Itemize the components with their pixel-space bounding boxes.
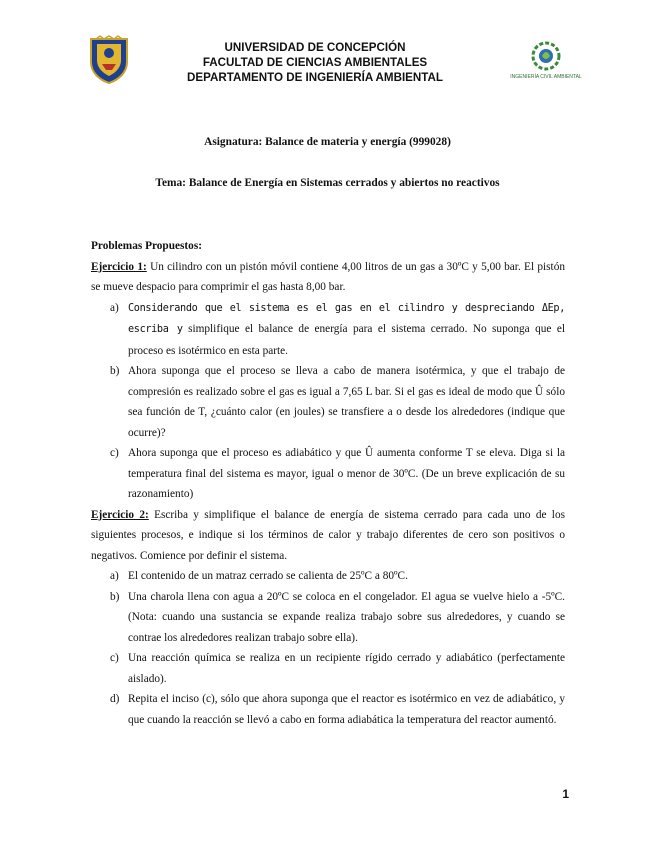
list-item	[91, 689, 565, 730]
exercise-1-label: Ejercicio 1:	[91, 260, 147, 273]
item-mark: c)	[110, 447, 119, 459]
header-university: UNIVERSIDAD DE CONCEPCIÓN	[224, 41, 406, 54]
exercise-2-intro	[91, 505, 565, 567]
exercise-2-label: Ejercicio 2:	[91, 508, 149, 521]
section-title: Problemas Propuestos:	[91, 240, 202, 252]
item-text: Repita el inciso (c), sólo que ahora suponga que el reactor es isotérmico en vez de adiabático, y que cuando la reacción se llevó a cabo en forma adiabática la temperatura del reactor aumentó.	[128, 693, 565, 726]
item-mark: a)	[110, 301, 119, 314]
header-department: DEPARTAMENTO DE INGENIERÍA AMBIENTAL	[187, 71, 443, 84]
item-mark: c)	[110, 652, 119, 664]
item-text: Ahora suponga que el proceso es adiabático y que Û aumenta conforme T se eleva. Diga si la temperatura final del sistema es mayor, igual o menor de 30ºC. (De un breve explicación de su razonamiento)	[128, 447, 565, 500]
university-crest-logo	[88, 36, 130, 84]
exercise-1-text: Un cilindro con un pistón móvil contiene 4,00 litros de un gas a 30ºC y 5,00 bar. El pistón se mueve despacio para comprimir el gas hasta 8,00 bar.	[91, 260, 565, 293]
item-mark: b)	[110, 365, 120, 377]
list-item	[91, 361, 565, 443]
exercise-2-items	[91, 566, 565, 730]
exercise-1-items	[91, 298, 565, 505]
ingenieria-ambiental-logo	[510, 38, 582, 88]
logo-caption: INGENIERÍA CIVIL AMBIENTAL	[510, 74, 582, 80]
institution-header	[150, 40, 480, 85]
topic-line: Tema: Balance de Energía en Sistemas cerrados y abiertos no reactivos	[155, 177, 500, 189]
list-item	[91, 443, 565, 505]
exercise-2-text: Escriba y simplifique el balance de energía de sistema cerrado para cada uno de los siguientes procesos, e indique si los términos de calor y trabajo diferentes de cero son positivos o negativos. Comience por definir el sistema.	[91, 508, 565, 562]
subject-line: Asignatura: Balance de materia y energía (999028)	[204, 136, 451, 148]
header-faculty: FACULTAD DE CIENCIAS AMBIENTALES	[202, 56, 428, 69]
list-item	[91, 587, 565, 649]
exercise-1-intro	[91, 257, 565, 298]
item-text: simplifique el balance de energía para el sistema cerrado. No suponga que el proceso es isotérmico en esta parte.	[128, 323, 565, 357]
item-text: Ahora suponga que el proceso se lleva a cabo de manera isotérmica, y que el trabajo de compresión es realizado sobre el gas es igual a 7,65 L bar. Si el gas es ideal de modo que Û sólo sea función de T, ¿cuánto calor (en joules) se transfiere a o desde los alrededores (indique que ocurre)?	[128, 365, 565, 439]
item-text: Una charola llena con agua a 20ºC se coloca en el congelador. El agua se vuelve hielo a -5ºC. (Nota: cuando una sustancia se expande realiza trabajo sobre sus alrededores, y cuando se contrae los alrededores realizan trabajo sobre ella).	[128, 590, 565, 644]
item-text: Una reacción química se realiza en un recipiente rígido cerrado y adiabático (perfectamente aislado).	[128, 652, 565, 685]
item-mark: b)	[110, 590, 120, 603]
item-mark: a)	[110, 570, 119, 582]
list-item	[91, 566, 565, 587]
page-number: 1	[562, 787, 569, 801]
item-lead-text: Considerando que el sistema es el gas en el cilindro y despreciando ΔEp, escriba y	[128, 302, 565, 335]
item-text: El contenido de un matraz cerrado se calienta de 25ºC a 80ºC.	[128, 570, 408, 582]
list-item	[91, 298, 565, 362]
document-body	[91, 236, 565, 730]
item-mark: d)	[110, 693, 120, 705]
list-item	[91, 648, 565, 689]
